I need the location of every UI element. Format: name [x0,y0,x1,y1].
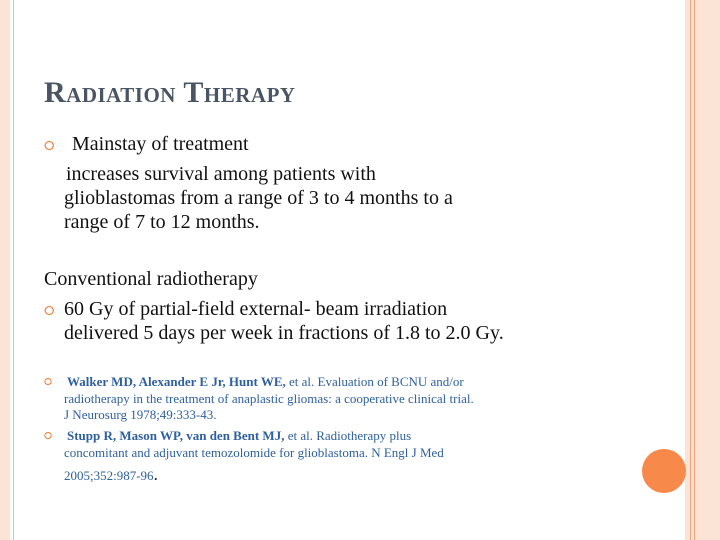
bullet-icon: ⭘ [44,303,55,318]
bullet-mainstay: Mainstay of treatment [72,133,249,155]
reference-text: 2005;352:987-96 [64,468,154,483]
decorative-circle [642,449,686,493]
slide-title: Radiation Therapy [44,76,296,109]
survival-line-1: increases survival among patients with [66,163,376,185]
right-border-line [690,0,691,540]
left-border-band [0,0,10,540]
section-heading: Conventional radiotherapy [44,268,258,290]
reference-stupp-line-2: concomitant and adjuvant temozolomide for glioblastoma. N Engl J Med [64,445,444,460]
reference-walker-line-2: radiotherapy in the treatment of anaplastic gliomas: a cooperative clinical trial. [64,391,474,406]
reference-authors: Walker MD, Alexander E Jr, Hunt WE, [67,374,286,389]
reference-authors: Stupp R, Mason WP, van den Bent MJ, [67,428,285,443]
reference-period: . [153,465,158,484]
left-border-line [13,0,14,540]
reference-stupp-line-1 [64,427,411,444]
reference-text: et al. Evaluation of BCNU and/or [285,374,464,389]
reference-stupp-line-3 [64,466,158,484]
right-border-line [694,0,695,540]
survival-line-2: glioblastomas from a range of 3 to 4 months to a [64,187,453,209]
bullet-icon: ⭘ [44,138,55,153]
reference-walker-line-3: J Neurosurg 1978;49:333-43. [64,407,217,422]
survival-line-3: range of 7 to 12 months. [64,211,260,233]
bullet-icon: ⭘ [44,377,52,388]
bullet-icon: ⭘ [44,431,52,442]
reference-text: et al. Radiotherapy plus [284,428,412,443]
dose-line-2: delivered 5 days per week in fractions of 1.8 to 2.0 Gy. [64,322,504,344]
dose-line-1: 60 Gy of partial-field external- beam irradiation [64,298,448,320]
reference-walker-line-1 [64,373,464,390]
